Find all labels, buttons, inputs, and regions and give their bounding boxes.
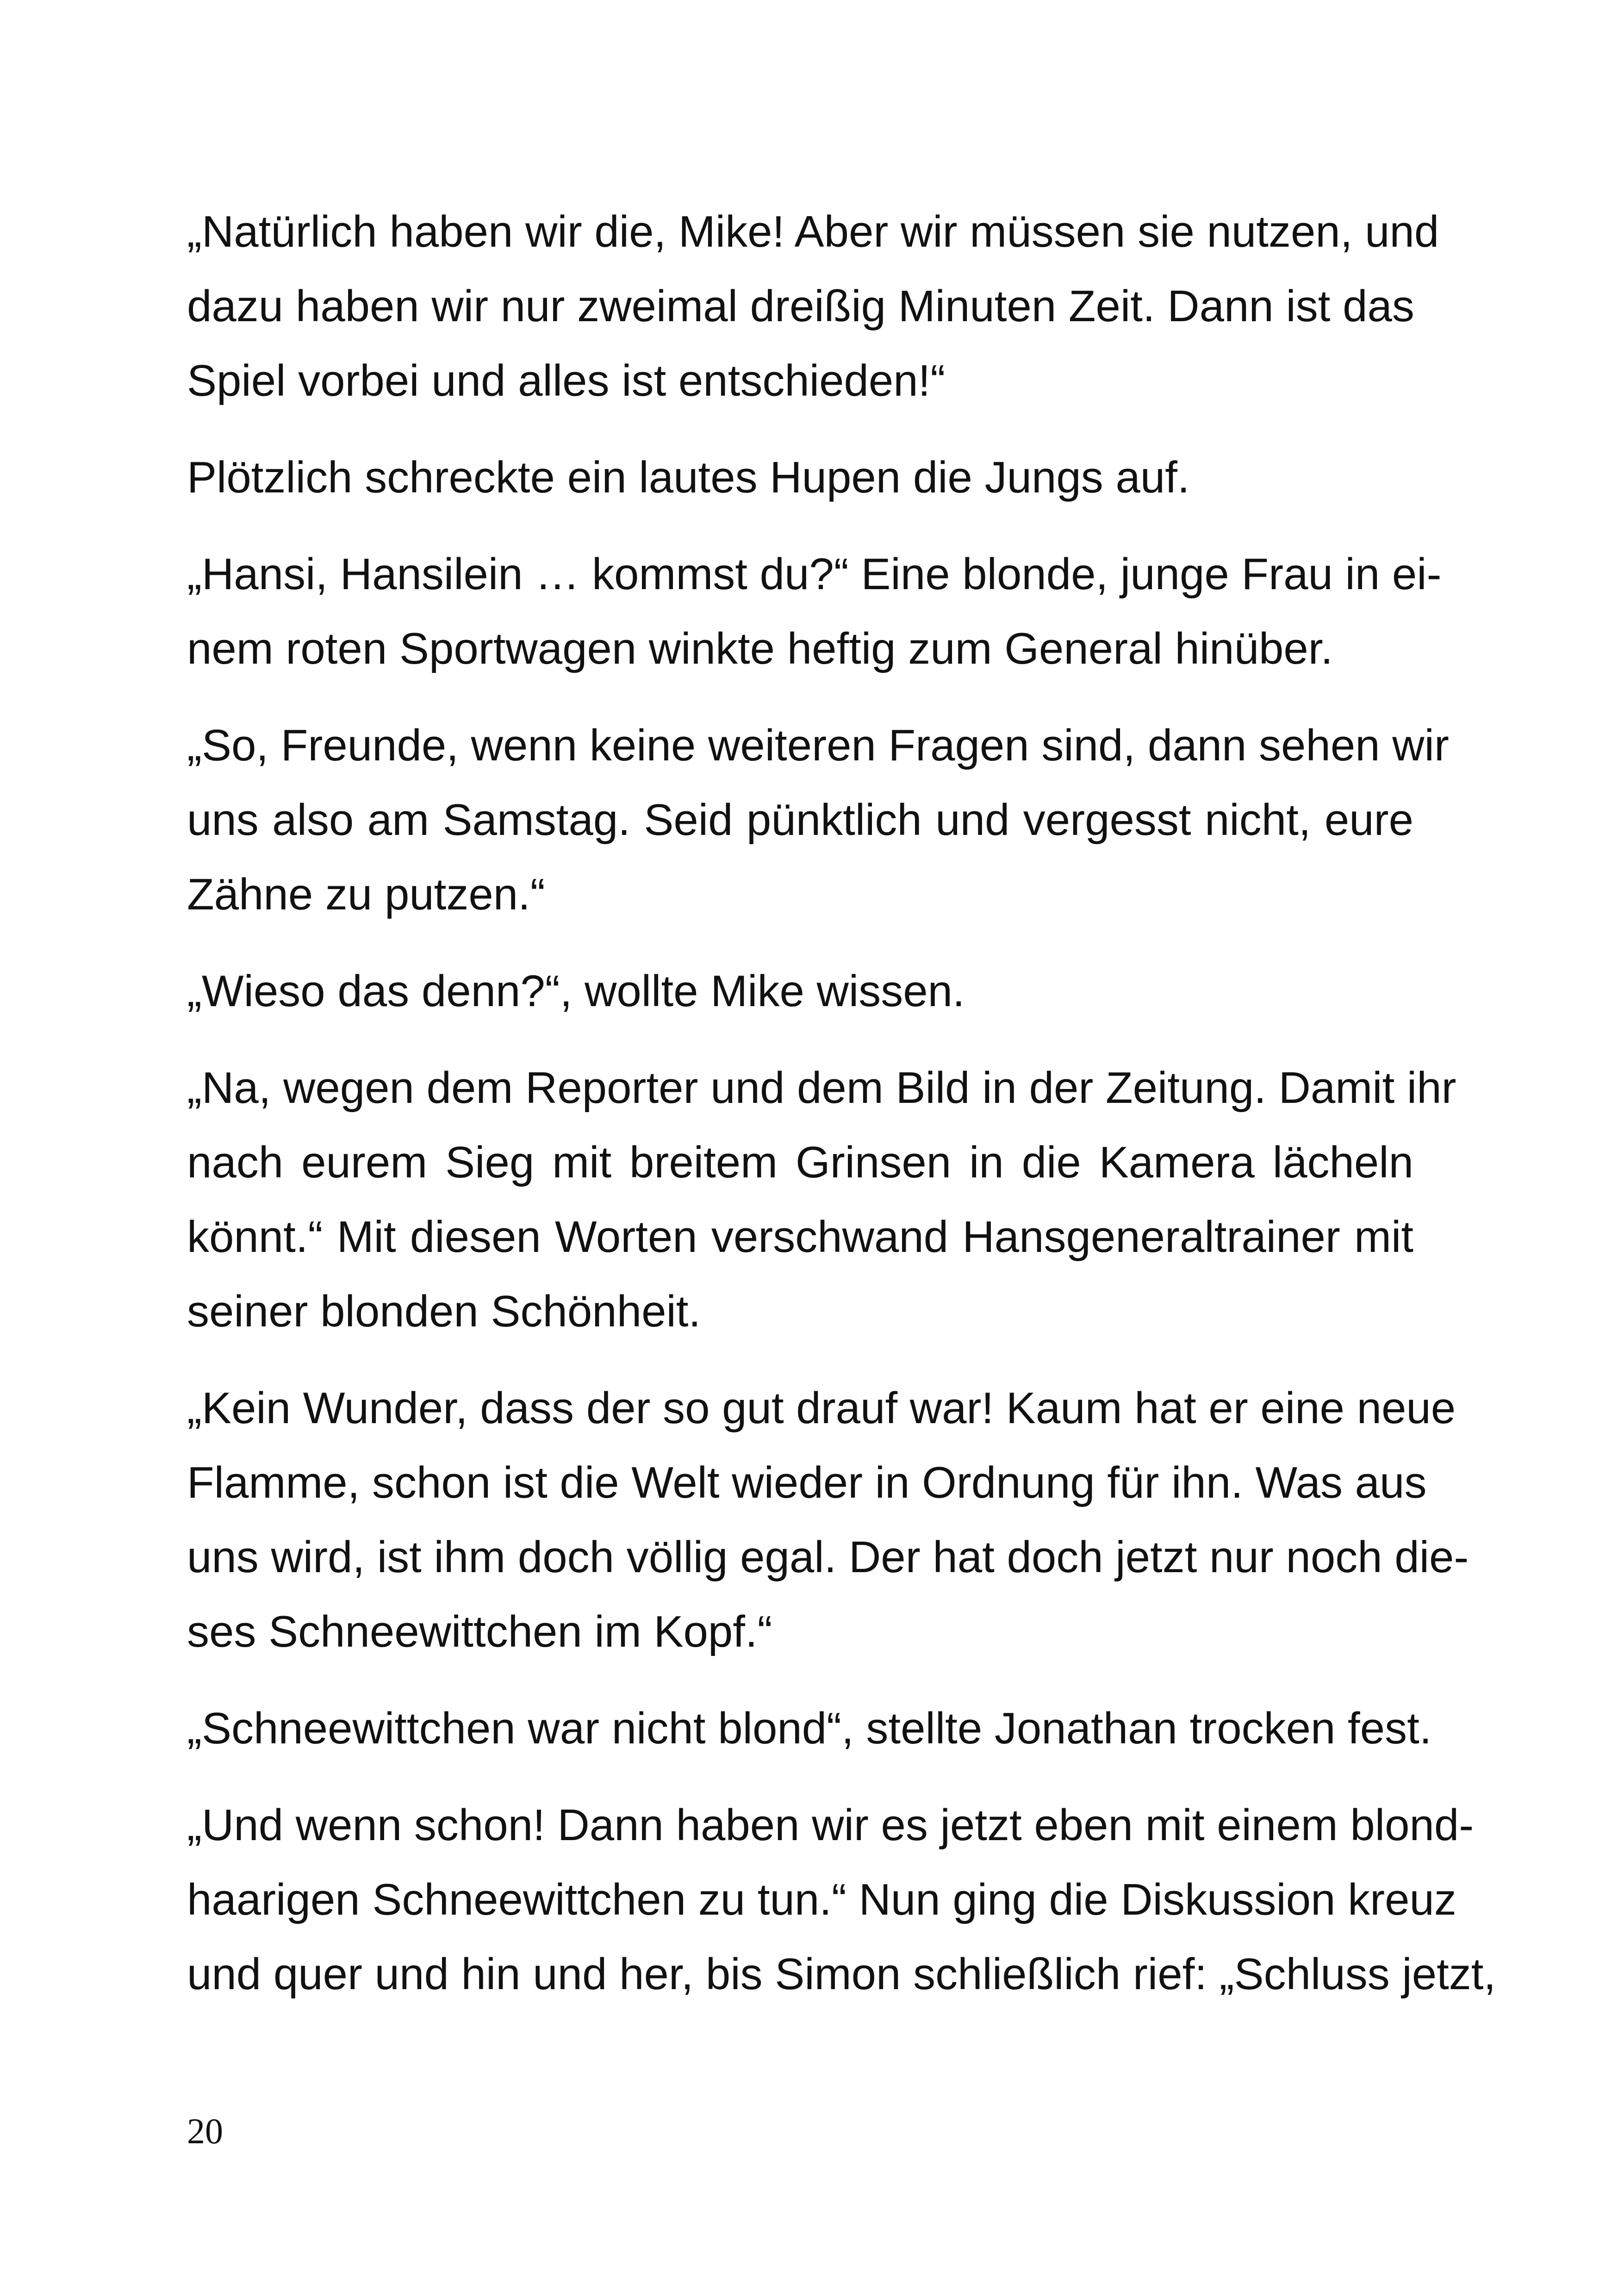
body-text <box>187 194 1496 2034</box>
text-line: dazu haben wir nur zweimal dreißig Minuten Zeit. Dann ist das <box>187 281 1414 331</box>
text-line: „So, Freunde, wenn keine weiteren Fragen sind, dann sehen wir <box>187 721 1449 770</box>
paragraph-6 <box>187 1051 1456 1349</box>
text-line: uns also am Samstag. Seid pünktlich und vergesst nicht, eure <box>187 795 1413 845</box>
text-line: ses Schneewittchen im Kopf.“ <box>187 1607 772 1656</box>
paragraph-1 <box>187 194 1439 418</box>
text-line: Flamme, schon ist die Welt wieder in Ordnung für ihn. Was aus <box>187 1458 1427 1507</box>
text-line: „Schneewittchen war nicht blond“, stellte Jonathan trocken fest. <box>187 1704 1432 1753</box>
paragraph-3 <box>187 537 1442 686</box>
paragraph-4 <box>187 708 1449 932</box>
text-line: Zähne zu putzen.“ <box>187 870 545 919</box>
text-line: „Wieso das denn?“, wollte Mike wissen. <box>187 966 965 1016</box>
page-number: 20 <box>187 2111 223 2151</box>
text-line: uns wird, ist ihm doch völlig egal. Der hat doch jetzt nur noch die- <box>187 1532 1469 1582</box>
text-line: und quer und hin und her, bis Simon schließlich rief: „Schluss jetzt, <box>187 1949 1496 1999</box>
text-line: haarigen Schneewittchen zu tun.“ Nun ging die Diskussion kreuz <box>187 1875 1456 1924</box>
text-line: „Und wenn schon! Dann haben wir es jetzt eben mit einem blond- <box>187 1800 1474 1850</box>
text-line: nem roten Sportwagen winkte heftig zum General hinüber. <box>187 624 1333 673</box>
text-line: Plötzlich schreckte ein lautes Hupen die Jungs auf. <box>187 453 1190 502</box>
paragraph-2 <box>187 440 1413 515</box>
text-line: „Na, wegen dem Reporter und dem Bild in der Zeitung. Damit ihr <box>187 1063 1456 1113</box>
paragraph-9 <box>187 1788 1496 2011</box>
text-line: nach eurem Sieg mit breitem Grinsen in die Kamera lächeln <box>187 1138 1413 1187</box>
paragraph-7 <box>187 1371 1469 1669</box>
paragraph-5 <box>187 954 1413 1028</box>
text-line: Spiel vorbei und alles ist entschieden!“ <box>187 356 946 405</box>
paragraph-8 <box>187 1691 1432 1766</box>
text-line: „Kein Wunder, dass der so gut drauf war! Kaum hat er eine neue <box>187 1383 1456 1433</box>
text-line: könnt.“ Mit diesen Worten verschwand Hansgeneraltrainer mit <box>187 1212 1413 1262</box>
text-line: seiner blonden Schönheit. <box>187 1287 701 1336</box>
text-line: „Natürlich haben wir die, Mike! Aber wir müssen sie nutzen, und <box>187 207 1439 256</box>
text-line: „Hansi, Hansilein … kommst du?“ Eine blonde, junge Frau in ei- <box>187 549 1442 599</box>
